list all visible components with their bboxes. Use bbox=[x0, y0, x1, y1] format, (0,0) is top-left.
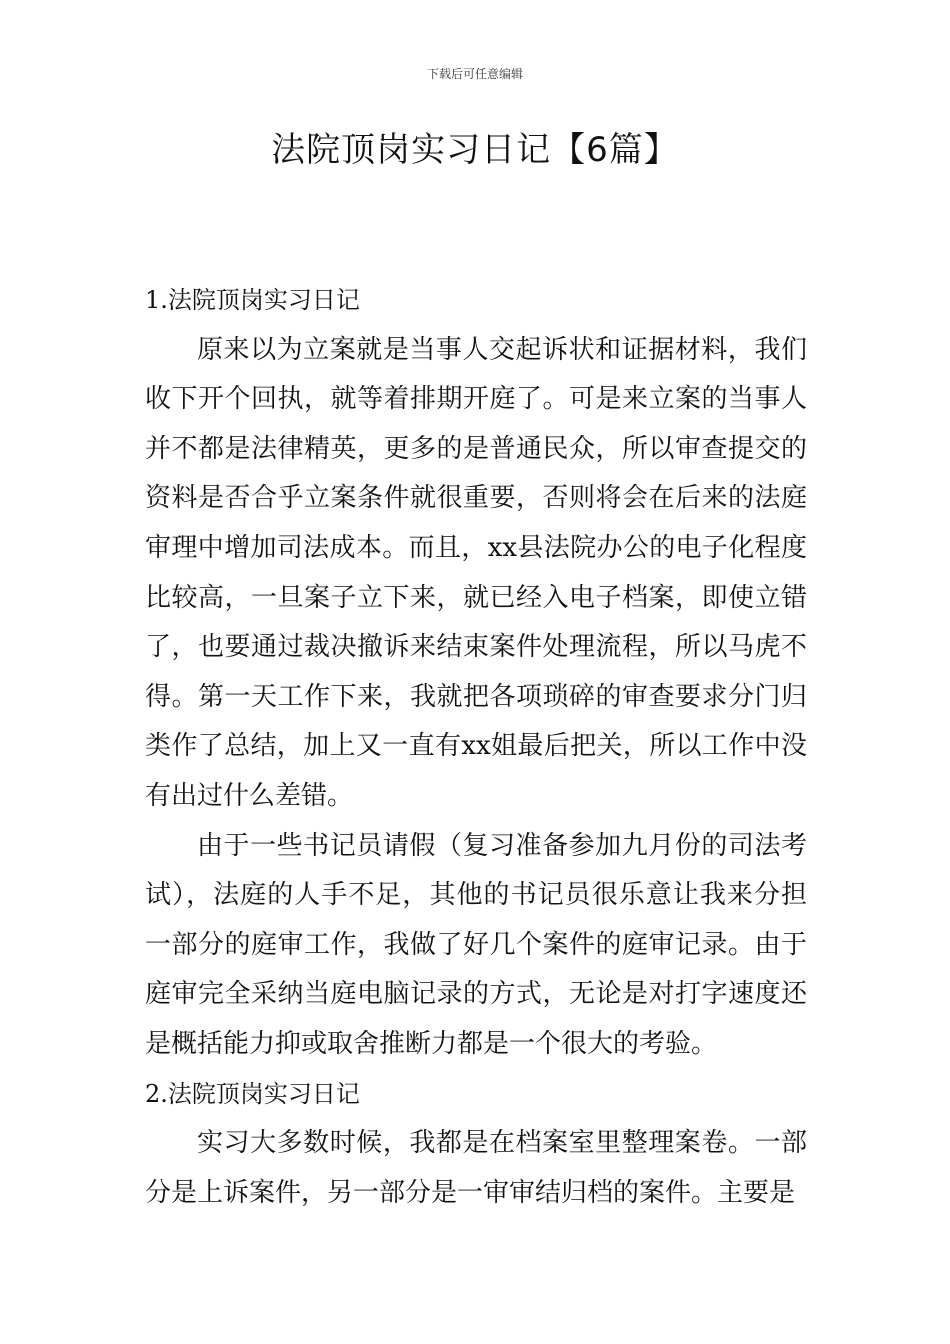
section-heading: 1.法院顶岗实习日记 bbox=[145, 286, 360, 314]
paragraph: 由于一些书记员请假（复习准备参加九月份的司法考试），法庭的人手不足，其他的书记员很乐意让我来分担一部分的庭审工作，我做了好几个案件的庭审记录。由于庭审完全采纳当庭电脑记录的方式，无论是对打字速度还是概括能力抑或取舍推断力都是一个很大的考验。 bbox=[145, 830, 807, 1059]
paragraph: 实习大多数时候，我都是在档案室里整理案卷。一部分是上诉案件，另一部分是一审审结归档的案件。主要是 bbox=[145, 1128, 807, 1208]
section-1 bbox=[145, 276, 807, 1070]
document-body bbox=[145, 276, 807, 1218]
paragraph: 原来以为立案就是当事人交起诉状和证据材料，我们收下开个回执，就等着排期开庭了。可是来立案的当事人并不都是法律精英，更多的是普通民众，所以审查提交的资料是否合乎立案条件就很重要，否则将会在后来的法庭审理中增加司法成本。而且，xx县法院办公的电子化程度比较高，一旦案子立下来，就已经入电子档案，即使立错了，也要通过裁决撤诉来结束案件处理流程，所以马虎不得。第一天工作下来，我就把各项琐碎的审查要求分门归类作了总结，加上又一直有xx姐最后把关，所以工作中没有出过什么差错。 bbox=[145, 334, 807, 811]
section-heading: 2.法院顶岗实习日记 bbox=[145, 1079, 360, 1108]
page-header-note: 下载后可任意编辑 bbox=[426, 67, 523, 81]
section-2 bbox=[145, 1070, 807, 1219]
document-title: 法院顶岗实习日记【6篇】 bbox=[271, 130, 679, 170]
